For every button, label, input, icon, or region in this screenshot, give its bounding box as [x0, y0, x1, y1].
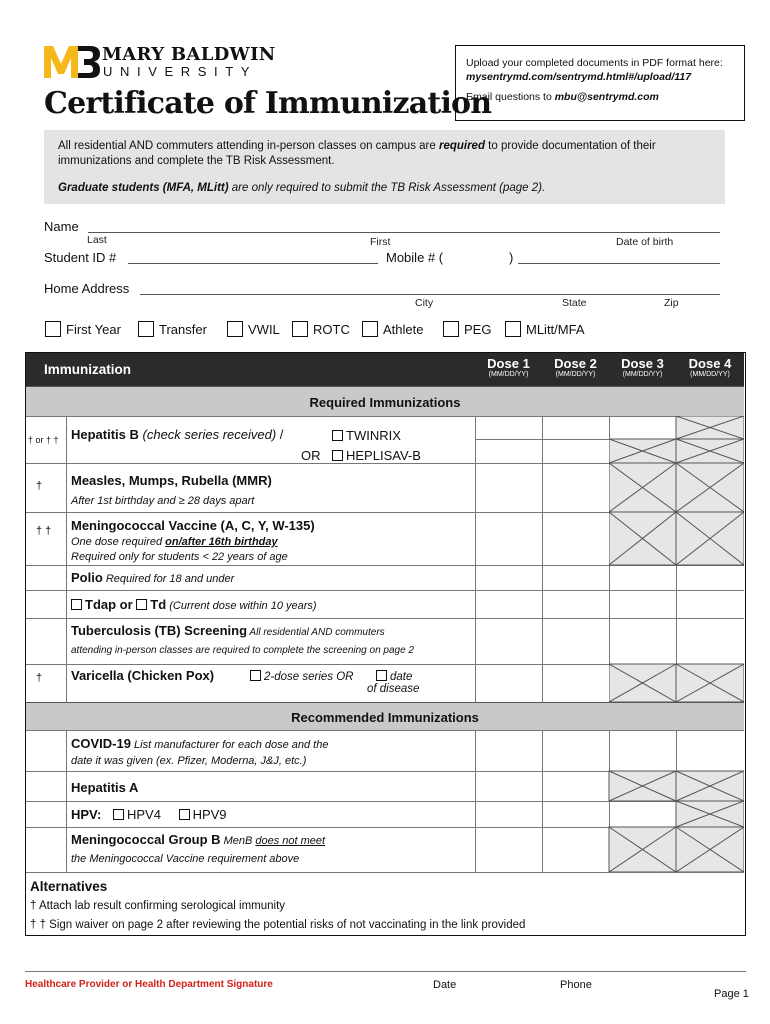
page-title: Certificate of Immunization: [44, 86, 492, 121]
required-section-bar: [26, 386, 744, 416]
vaccine-name: COVID-19: [71, 736, 131, 751]
notice-text-end: to provide documentation of their immunizations and complete the TB Risk Assessment.: [58, 140, 656, 167]
signature-label: Healthcare Provider or Health Department Signature: [25, 979, 273, 990]
notice-text: All residential AND commuters attending in-person classes on campus are: [58, 140, 439, 152]
dose-2-header: [542, 356, 609, 378]
option-label: HPV9: [192, 807, 227, 822]
category-label: PEG: [464, 322, 492, 337]
vaccine-name: Hepatitis A: [71, 780, 139, 795]
hepatitis-b-label: [71, 427, 283, 442]
first-name-caption: First: [370, 236, 391, 248]
vaccine-name: HPV:: [71, 807, 102, 822]
category-label: MLitt/MFA: [526, 322, 585, 337]
mobile-input-line[interactable]: [518, 263, 720, 264]
dagger-marker: †: [36, 480, 43, 492]
mobile-label: Mobile # (: [386, 250, 444, 265]
checkbox[interactable]: [332, 450, 343, 461]
name-label: Name: [44, 219, 79, 234]
upload-url-link[interactable]: mysentrymd.com/sentrymd.html#/upload/117: [466, 71, 692, 83]
state-caption: State: [562, 297, 587, 309]
not-applicable-cells: [609, 416, 744, 702]
option-label: of disease: [367, 683, 420, 695]
home-address-input-line[interactable]: [140, 294, 720, 295]
logo-wordmark-bottom: UNIVERSITY: [103, 64, 258, 79]
dose-3-header: [609, 356, 676, 378]
graduate-students-text: are only required to submit the TB Risk Assessment (page 2).: [228, 182, 546, 194]
dagger-marker: † or † †: [28, 435, 59, 445]
vaccine-name: Meningococcal Vaccine (A, C, Y, W-135): [71, 518, 315, 533]
signature-line[interactable]: [25, 971, 746, 972]
immunization-header: Immunization: [44, 362, 131, 377]
column-divider: [66, 730, 67, 872]
checkbox[interactable]: [179, 809, 190, 820]
phone-label: Phone: [560, 979, 592, 991]
vaccine-name: Polio: [71, 570, 103, 585]
vaccine-note: the Meningococcal Vaccine requirement above: [71, 853, 300, 865]
upload-instructions-box: [455, 45, 745, 121]
dagger-marker: † †: [36, 525, 52, 537]
upload-instruction-text: Upload your completed documents in PDF format here:: [466, 57, 723, 69]
slash: /: [276, 427, 284, 442]
twinrix-option[interactable]: [332, 428, 401, 443]
heplisav-option[interactable]: [332, 448, 421, 463]
vaccine-name: Tuberculosis (TB) Screening: [71, 623, 248, 638]
city-caption: City: [415, 297, 434, 309]
vaccine-note: Required for 18 and under: [102, 573, 235, 585]
vaccine-note-emphasis: on/after 16th birthday: [165, 536, 278, 548]
hpv9-option[interactable]: [179, 807, 227, 822]
column-divider: [542, 416, 543, 702]
vaccine-note: date it was given (ex. Pfizer, Moderna, J&J, etc.): [71, 755, 307, 767]
vaccine-note: MenB: [220, 835, 256, 847]
category-rotc[interactable]: [292, 321, 350, 337]
vaccine-name: Tdap or: [85, 597, 137, 612]
alternatives-line: † † Sign waiver on page 2 after reviewing the potential risks of not vaccinating in the link provided: [30, 919, 526, 931]
tdap-checkbox[interactable]: [71, 599, 82, 610]
category-vwil[interactable]: [227, 321, 280, 337]
or-text: OR: [301, 448, 321, 463]
checkbox[interactable]: [443, 321, 459, 337]
immunization-table: [25, 352, 746, 936]
dose-label: Dose 2: [554, 356, 597, 371]
td-checkbox[interactable]: [136, 599, 147, 610]
vaccine-note: (check series received): [138, 427, 277, 442]
category-peg[interactable]: [443, 321, 491, 337]
vaccine-note: List manufacturer for each dose and the: [130, 739, 329, 751]
option-label: date: [390, 671, 413, 683]
vaccine-note-emphasis: does not meet: [255, 835, 326, 847]
checkbox[interactable]: [505, 321, 521, 337]
dob-caption: Date of birth: [616, 236, 674, 248]
checkbox[interactable]: [332, 430, 343, 441]
two-dose-option[interactable]: [250, 670, 353, 683]
column-divider: [66, 416, 67, 702]
category-transfer[interactable]: [138, 321, 207, 337]
checkbox[interactable]: [138, 321, 154, 337]
graduate-students-label: Graduate students (MFA, MLitt): [58, 182, 229, 194]
support-email-link[interactable]: mbu@sentrymd.com: [554, 91, 659, 103]
category-label: VWIL: [248, 322, 280, 337]
date-label: Date: [433, 979, 457, 991]
hpv4-option[interactable]: [113, 807, 161, 822]
category-label: Transfer: [159, 322, 207, 337]
dose-format: (MM/DD/YY): [488, 371, 529, 378]
page-number: Page 1: [714, 988, 749, 1000]
option-label: HPV4: [126, 807, 161, 822]
option-label: 2-dose series OR: [264, 671, 354, 683]
date-of-disease-option[interactable]: [376, 670, 412, 683]
category-athlete[interactable]: [362, 321, 423, 337]
dose-label: Dose 3: [621, 356, 664, 371]
checkbox[interactable]: [376, 670, 387, 681]
requirements-notice: [44, 130, 725, 204]
row-divider: [475, 439, 609, 440]
dose-format: (MM/DD/YY): [622, 371, 663, 378]
university-logo-mark: [44, 46, 100, 78]
alternatives-title: Alternatives: [30, 879, 108, 894]
option-label: TWINRIX: [346, 428, 401, 443]
notice-required: required: [438, 140, 485, 152]
home-address-label: Home Address: [44, 281, 130, 296]
dose-label: Dose 4: [688, 356, 732, 371]
dose-format: (MM/DD/YY): [555, 371, 596, 378]
logo-wordmark-top: MARY BALDWIN: [102, 44, 276, 65]
alternatives-section: [26, 872, 744, 935]
checkbox[interactable]: [292, 321, 308, 337]
vaccine-note: One dose required: [71, 536, 166, 548]
checkbox[interactable]: [45, 321, 61, 337]
vaccine-note: Required only for students < 22 years of age: [71, 551, 288, 563]
mobile-paren: ): [509, 250, 514, 265]
vaccine-name: Measles, Mumps, Rubella (MMR): [71, 473, 272, 488]
student-id-input-line[interactable]: [128, 263, 378, 264]
checkbox[interactable]: [250, 670, 261, 681]
category-mlitt-mfa[interactable]: [505, 321, 585, 337]
alternatives-line: † Attach lab result confirming serological immunity: [30, 900, 286, 912]
column-divider: [475, 730, 476, 872]
category-label: ROTC: [313, 322, 350, 337]
checkbox[interactable]: [362, 321, 378, 337]
option-label: HEPLISAV-B: [346, 448, 421, 463]
category-label: Athlete: [383, 322, 424, 337]
vaccine-note: After 1st birthday and ≥ 28 days apart: [71, 495, 255, 507]
dose-label: Dose 1: [487, 356, 530, 371]
recommended-section-title: Recommended Immunizations: [291, 710, 479, 725]
required-section-title: Required Immunizations: [309, 395, 461, 410]
vaccine-note: (Current dose within 10 years): [166, 600, 317, 612]
checkbox[interactable]: [113, 809, 124, 820]
vaccine-name: Hepatitis B: [71, 427, 139, 442]
column-divider: [475, 416, 476, 702]
zip-caption: Zip: [664, 297, 679, 309]
last-name-caption: Last: [87, 234, 107, 246]
name-input-line[interactable]: [88, 232, 720, 233]
vaccine-name: Td: [150, 597, 167, 612]
not-applicable-cells-recommended: [542, 702, 744, 872]
category-first-year[interactable]: [45, 321, 121, 337]
vaccine-note: All residential AND commuters: [247, 627, 385, 638]
dagger-marker: †: [36, 672, 43, 684]
dose-4-header: [676, 356, 744, 378]
email-label: Email questions to: [466, 91, 555, 103]
student-id-label: Student ID #: [44, 250, 117, 265]
table-header: [26, 353, 744, 386]
category-label: First Year: [66, 322, 121, 337]
vaccine-note: attending in-person classes are required to complete the screening on page 2: [71, 645, 414, 656]
dose-format: (MM/DD/YY): [690, 371, 730, 378]
dose-1-header: [475, 356, 542, 378]
vaccine-name: Meningococcal Group B: [71, 832, 221, 847]
checkbox[interactable]: [227, 321, 243, 337]
vaccine-name: Varicella (Chicken Pox): [71, 668, 215, 683]
